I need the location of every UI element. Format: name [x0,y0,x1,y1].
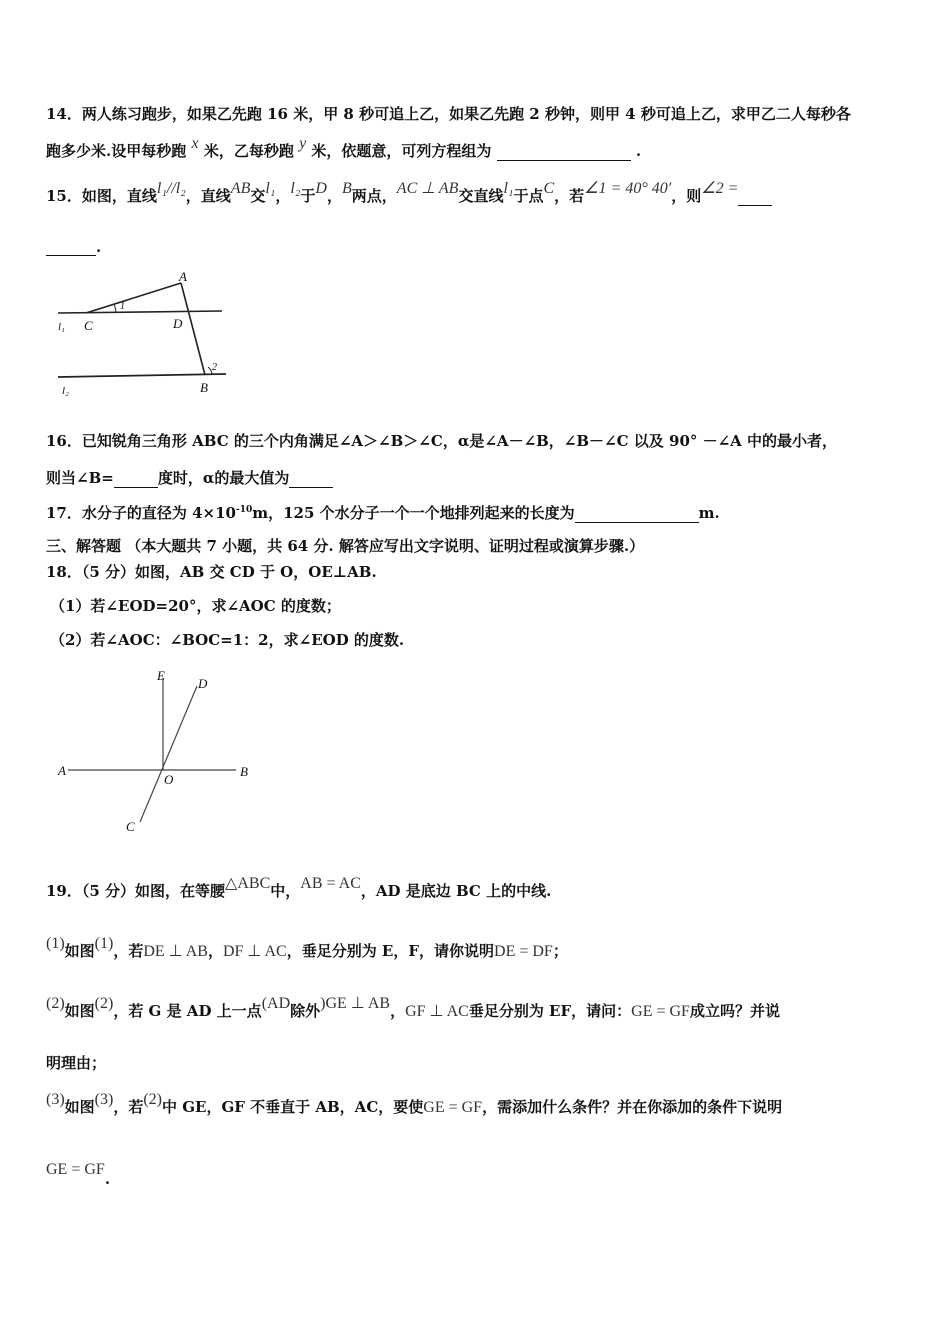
q14-text-a: 跑多少米.设甲每秒跑 [46,142,187,160]
q15-end: . [96,238,102,256]
q19-p2-fig: (2) [94,995,114,1012]
segment-ca [86,283,181,313]
q19-p2-b: ，若 G 是 AD 上一点 [113,1002,262,1020]
q19-p3-m2: GE = GF [423,1099,483,1116]
q15-t1: 15．如图，直线 [46,187,157,205]
label-angle-2: 2 [212,362,217,373]
q15-m11: ∠2 = [701,180,739,197]
q19-p3-m1: (2) [143,1091,162,1108]
q19-p1-m2: DF ⊥ AC [222,943,287,960]
q14-end: . [635,142,642,160]
q15-t4: ， [275,187,291,205]
q18-part1: （1）若∠EOD=20°，求∠AOC 的度数； [50,597,341,615]
q16-answer-blank-b[interactable] [289,473,333,488]
figure-q18 [54,666,264,842]
label-a: A [58,763,66,778]
q19-p3-end: . [104,1170,111,1188]
q19-p2-m2: )GE ⊥ AB [320,995,391,1012]
q19-text-b: 中， [270,882,301,900]
q14-var-y: y [299,135,307,152]
label-angle-1: 1 [120,301,125,312]
q19-equation: AB = AC [300,875,361,892]
q19-p1-a: 如图 [64,942,95,960]
label-d: D [173,316,183,331]
q18-part2: （2）若∠AOC：∠BOC=1：2，求∠EOD 的度数. [50,631,405,649]
q15-m9: C [543,180,555,197]
q19-p3-d: ，需添加什么条件？并在你添加的条件下说明 [482,1098,783,1116]
q19-text-c: ，AD 是底边 BC 上的中线. [360,882,552,900]
q16-line2 [46,467,333,488]
q15-m4: l₂ [290,180,301,197]
q14-text-b: 米，乙每秒跑 [203,142,294,160]
q15-t6: ， [326,187,342,205]
q18-head: 18．（5 分）如图，AB 交 CD 于 O，OE⊥AB. [46,563,377,581]
q19-p2-a: 如图 [64,1002,95,1020]
q17-line [46,502,720,523]
q19-part1 [46,935,568,961]
label-a: A [179,270,187,284]
q15-t3: 交 [250,187,266,205]
label-b: B [240,764,248,779]
q19-p1-b: ，若 [113,942,144,960]
q19-p3-b: ，若 [113,1098,144,1116]
q19-p1-e: ； [552,942,568,960]
q17-exponent: -10 [235,505,253,515]
q19-triangle: △ABC [225,875,271,892]
q14-text-c: 米，依题意，可列方程组为 [311,142,492,160]
q15-m1: l₁//l₂ [156,180,186,197]
line-l1 [58,311,222,313]
q15-answer-blank-b[interactable] [46,241,96,256]
q19-part2-cont: 明理由； [46,1054,107,1072]
q19-p2-m3: GF ⊥ AC [405,1003,469,1020]
q17-text-a: 17．水分子的直径为 4×10 [46,504,236,522]
section-3-heading: 三、解答题 （本大题共 7 小题，共 64 分. 解答应写出文字说明、证明过程或演算步骤.） [46,537,645,555]
q15-t9: 于点 [513,187,544,205]
q16-text-a: 则当∠B= [46,469,114,487]
q19-p3-number: (3) [46,1091,65,1108]
q15-t5: 于 [300,187,316,205]
q19-p3-fig: (3) [94,1091,114,1108]
q15-answer-blank-a[interactable] [738,191,772,206]
q16-answer-blank-a[interactable] [114,473,158,488]
q19-p2-m4: GE = GF [631,1003,690,1020]
q15-m10: ∠1 = 40° 40′ [584,180,672,197]
segment-ab [181,283,205,375]
q19-p2-number: (2) [46,995,65,1012]
q19-p2-m1: (AD [261,995,291,1012]
q19-head [46,875,552,901]
q15-t7: 两点， [351,187,397,205]
q14-line1: 14．两人练习跑步，如果乙先跑 16 米，甲 8 秒可追上乙，如果乙先跑 2 秒钟，则甲 4 秒可追上乙，求甲乙二人每秒各 [46,105,851,123]
q19-p2-c: 除外 [290,1002,321,1020]
q19-p3-m3: GE = GF [46,1161,105,1178]
q19-p1-number: (1) [46,935,65,952]
figure-q15 [54,270,234,400]
label-o: O [164,772,174,787]
q19-p2-f: 成立吗？并说 [689,1002,780,1020]
q19-p1-d: ，垂足分别为 E，F，请你说明 [286,942,495,960]
label-e: E [157,668,165,683]
q15-line1 [46,180,772,206]
q15-line2 [46,238,101,256]
q16-line1: 16．已知锐角三角形 ABC 的三个内角满足∠A＞∠B＞∠C，α是∠A－∠B，∠B－∠C 以及 90° －∠A 中的最小者， [46,432,838,450]
q19-part3 [46,1091,783,1117]
q15-m6: B [342,180,352,197]
q19-p2-e: 垂足分别为 EF，请问： [468,1002,632,1020]
q15-m3: l₁ [265,180,276,197]
q15-m7: AC ⊥ AB [396,180,459,197]
q15-t8: 交直线 [458,187,504,205]
q17-text-b: m，125 个水分子一个一个地排列起来的长度为 [252,504,575,522]
q15-m5: D [315,180,327,197]
q19-p3-a: 如图 [64,1098,95,1116]
label-c: C [84,318,93,333]
line-cd [140,686,197,822]
q19-p3-c: 中 GE，GF 不垂直于 AB，AC，要使 [162,1098,424,1116]
q17-answer-blank[interactable] [575,508,699,523]
q15-t11: ，则 [671,187,702,205]
q16-text-b: 度时，α的最大值为 [157,469,290,487]
line-l2 [58,374,226,377]
q19-part3-cont [46,1160,111,1188]
label-d: D [198,676,208,691]
q19-part2 [46,995,780,1021]
label-b: B [200,380,208,395]
q15-t10: ，若 [554,187,585,205]
q19-p1-c: ， [207,942,223,960]
q14-answer-blank[interactable] [497,146,631,161]
label-l1: l₁ [58,321,65,333]
q14-line2 [46,135,642,161]
q19-p1-m3: DE = DF [494,943,553,960]
q14-var-x: x [191,135,199,152]
q19-p1-fig: (1) [94,935,114,952]
angle-1-arc [114,304,116,312]
label-c: C [126,819,135,834]
q17-text-c: m. [698,504,720,522]
label-l2: l₂ [62,385,69,397]
q19-p2-d: ， [390,1002,406,1020]
q15-m2: AB [230,180,251,197]
q15-m8: l₁ [503,180,514,197]
q15-t2: ，直线 [185,187,231,205]
q19-text-a: 19．（5 分）如图，在等腰 [46,882,226,900]
q19-p1-m1: DE ⊥ AB [143,943,208,960]
